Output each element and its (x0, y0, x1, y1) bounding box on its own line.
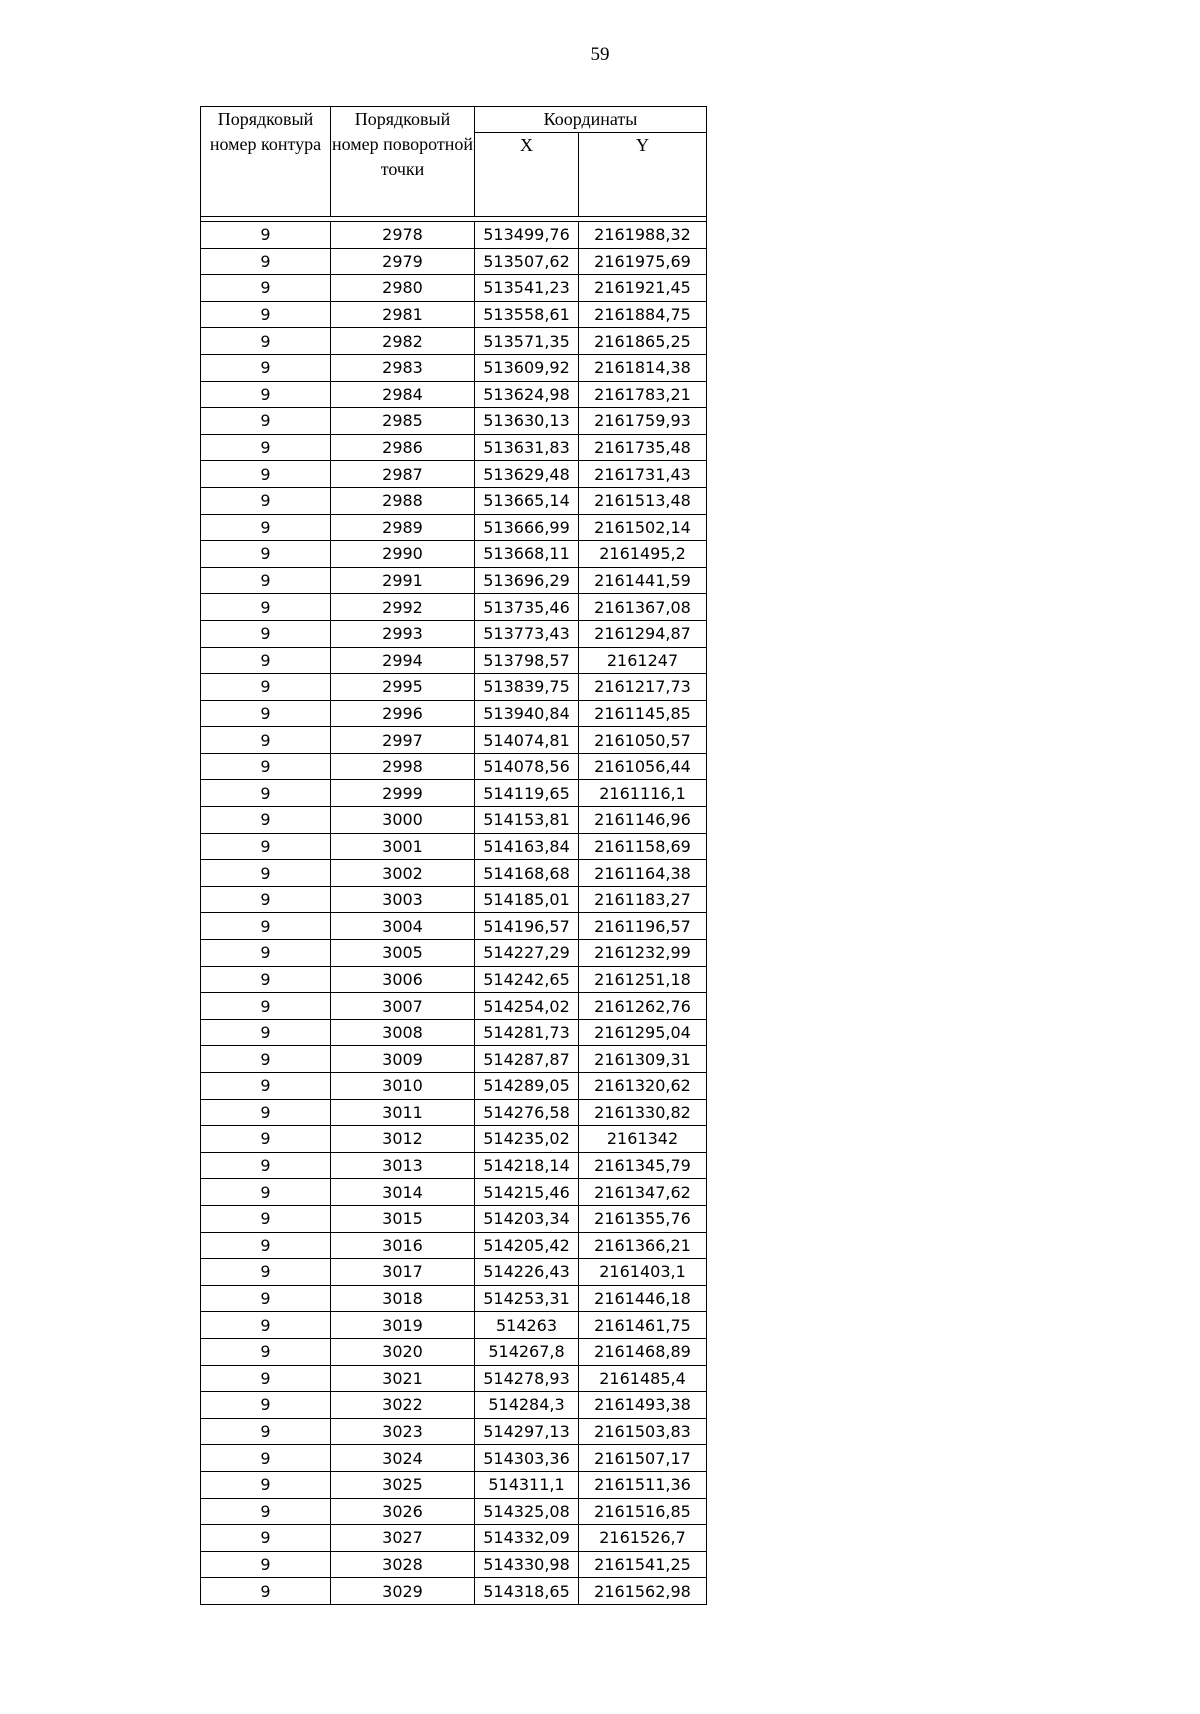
y-coordinate-cell: 2161468,89 (579, 1338, 707, 1365)
point-number-cell: 3018 (331, 1285, 475, 1312)
y-coordinate-cell: 2161366,21 (579, 1232, 707, 1259)
table-row (201, 1285, 707, 1312)
table-row (201, 940, 707, 967)
contour-number-cell: 9 (201, 222, 331, 249)
table-row (201, 620, 707, 647)
contour-number-cell: 9 (201, 1179, 331, 1206)
contour-number-cell: 9 (201, 780, 331, 807)
contour-number-cell: 9 (201, 461, 331, 488)
y-coordinate-cell: 2161507,17 (579, 1445, 707, 1472)
contour-number-cell: 9 (201, 860, 331, 887)
x-coordinate-cell: 513541,23 (475, 275, 579, 302)
x-coordinate-cell: 513629,48 (475, 461, 579, 488)
point-number-cell: 3013 (331, 1152, 475, 1179)
y-coordinate-cell: 2161975,69 (579, 248, 707, 275)
point-number-cell: 3006 (331, 966, 475, 993)
table-row (201, 1046, 707, 1073)
contour-number-cell: 9 (201, 1498, 331, 1525)
x-coordinate-cell: 514311,1 (475, 1471, 579, 1498)
table-row (201, 886, 707, 913)
x-coordinate-cell: 514287,87 (475, 1046, 579, 1073)
point-number-cell: 2997 (331, 727, 475, 754)
point-number-cell: 3001 (331, 833, 475, 860)
x-coordinate-cell: 514267,8 (475, 1338, 579, 1365)
table-row (201, 647, 707, 674)
table-row (201, 1365, 707, 1392)
y-coordinate-cell: 2161541,25 (579, 1551, 707, 1578)
point-number-cell: 2994 (331, 647, 475, 674)
point-number-cell: 2984 (331, 381, 475, 408)
contour-number-cell: 9 (201, 753, 331, 780)
contour-number-cell: 9 (201, 1152, 331, 1179)
x-coordinate-cell: 513558,61 (475, 301, 579, 328)
point-number-cell: 3011 (331, 1099, 475, 1126)
x-coordinate-cell: 513940,84 (475, 700, 579, 727)
point-number-cell: 2980 (331, 275, 475, 302)
point-number-cell: 3014 (331, 1179, 475, 1206)
x-coordinate-cell: 514263 (475, 1312, 579, 1339)
contour-number-cell: 9 (201, 1232, 331, 1259)
contour-number-cell: 9 (201, 275, 331, 302)
contour-number-cell: 9 (201, 1551, 331, 1578)
point-number-cell: 2979 (331, 248, 475, 275)
contour-number-cell: 9 (201, 381, 331, 408)
contour-number-cell: 9 (201, 1046, 331, 1073)
point-number-cell: 3010 (331, 1073, 475, 1100)
x-coordinate-cell: 514276,58 (475, 1099, 579, 1126)
point-number-cell: 3012 (331, 1126, 475, 1153)
table-row (201, 328, 707, 355)
y-coordinate-cell: 2161342 (579, 1126, 707, 1153)
point-number-cell: 2981 (331, 301, 475, 328)
y-coordinate-cell: 2161814,38 (579, 354, 707, 381)
table-row (201, 222, 707, 249)
table-row (201, 753, 707, 780)
y-coordinate-cell: 2161441,59 (579, 567, 707, 594)
header-x: X (475, 133, 579, 217)
header-coordinates: Координаты (475, 107, 707, 133)
table-row (201, 461, 707, 488)
x-coordinate-cell: 514168,68 (475, 860, 579, 887)
contour-number-cell: 9 (201, 514, 331, 541)
table-row (201, 860, 707, 887)
contour-number-cell: 9 (201, 1365, 331, 1392)
y-coordinate-cell: 2161145,85 (579, 700, 707, 727)
x-coordinate-cell: 514074,81 (475, 727, 579, 754)
contour-number-cell: 9 (201, 1471, 331, 1498)
table-row (201, 727, 707, 754)
x-coordinate-cell: 513666,99 (475, 514, 579, 541)
contour-number-cell: 9 (201, 727, 331, 754)
table-body (201, 222, 707, 1605)
contour-number-cell: 9 (201, 1126, 331, 1153)
point-number-cell: 3017 (331, 1259, 475, 1286)
y-coordinate-cell: 2161513,48 (579, 487, 707, 514)
point-number-cell: 2992 (331, 594, 475, 621)
table-row (201, 514, 707, 541)
x-coordinate-cell: 514289,05 (475, 1073, 579, 1100)
x-coordinate-cell: 514119,65 (475, 780, 579, 807)
table-row (201, 913, 707, 940)
x-coordinate-cell: 513624,98 (475, 381, 579, 408)
header-y: Y (579, 133, 707, 217)
table-row (201, 1498, 707, 1525)
point-number-cell: 3025 (331, 1471, 475, 1498)
table-row (201, 248, 707, 275)
table-row (201, 487, 707, 514)
table-row (201, 1551, 707, 1578)
y-coordinate-cell: 2161232,99 (579, 940, 707, 967)
y-coordinate-cell: 2161921,45 (579, 275, 707, 302)
contour-number-cell: 9 (201, 940, 331, 967)
point-number-cell: 2999 (331, 780, 475, 807)
x-coordinate-cell: 514297,13 (475, 1418, 579, 1445)
point-number-cell: 3029 (331, 1578, 475, 1605)
contour-number-cell: 9 (201, 594, 331, 621)
x-coordinate-cell: 513839,75 (475, 674, 579, 701)
y-coordinate-cell: 2161251,18 (579, 966, 707, 993)
x-coordinate-cell: 514254,02 (475, 993, 579, 1020)
point-number-cell: 2989 (331, 514, 475, 541)
contour-number-cell: 9 (201, 1205, 331, 1232)
contour-number-cell: 9 (201, 1525, 331, 1552)
x-coordinate-cell: 514227,29 (475, 940, 579, 967)
contour-number-cell: 9 (201, 807, 331, 834)
contour-number-cell: 9 (201, 886, 331, 913)
contour-number-cell: 9 (201, 1418, 331, 1445)
contour-number-cell: 9 (201, 1285, 331, 1312)
y-coordinate-cell: 2161731,43 (579, 461, 707, 488)
point-number-cell: 3008 (331, 1019, 475, 1046)
x-coordinate-cell: 514163,84 (475, 833, 579, 860)
x-coordinate-cell: 514332,09 (475, 1525, 579, 1552)
y-coordinate-cell: 2161320,62 (579, 1073, 707, 1100)
x-coordinate-cell: 513735,46 (475, 594, 579, 621)
table-row (201, 1578, 707, 1605)
coordinates-table-container (200, 106, 707, 1605)
y-coordinate-cell: 2161516,85 (579, 1498, 707, 1525)
contour-number-cell: 9 (201, 354, 331, 381)
contour-number-cell: 9 (201, 620, 331, 647)
point-number-cell: 2982 (331, 328, 475, 355)
table-row (201, 1232, 707, 1259)
point-number-cell: 3016 (331, 1232, 475, 1259)
table-row (201, 434, 707, 461)
contour-number-cell: 9 (201, 1019, 331, 1046)
x-coordinate-cell: 514325,08 (475, 1498, 579, 1525)
contour-number-cell: 9 (201, 700, 331, 727)
point-number-cell: 2983 (331, 354, 475, 381)
y-coordinate-cell: 2161056,44 (579, 753, 707, 780)
contour-number-cell: 9 (201, 434, 331, 461)
x-coordinate-cell: 514215,46 (475, 1179, 579, 1206)
x-coordinate-cell: 514242,65 (475, 966, 579, 993)
point-number-cell: 2995 (331, 674, 475, 701)
point-number-cell: 3003 (331, 886, 475, 913)
x-coordinate-cell: 513696,29 (475, 567, 579, 594)
y-coordinate-cell: 2161495,2 (579, 541, 707, 568)
y-coordinate-cell: 2161116,1 (579, 780, 707, 807)
point-number-cell: 2985 (331, 408, 475, 435)
point-number-cell: 2978 (331, 222, 475, 249)
x-coordinate-cell: 514278,93 (475, 1365, 579, 1392)
table-row (201, 381, 707, 408)
x-coordinate-cell: 513631,83 (475, 434, 579, 461)
x-coordinate-cell: 514205,42 (475, 1232, 579, 1259)
point-number-cell: 2988 (331, 487, 475, 514)
point-number-cell: 2986 (331, 434, 475, 461)
y-coordinate-cell: 2161759,93 (579, 408, 707, 435)
point-number-cell: 3015 (331, 1205, 475, 1232)
point-number-cell: 3024 (331, 1445, 475, 1472)
y-coordinate-cell: 2161783,21 (579, 381, 707, 408)
table-row (201, 1179, 707, 1206)
x-coordinate-cell: 513665,14 (475, 487, 579, 514)
table-row (201, 1312, 707, 1339)
header-contour-number: Порядковый номер контура (201, 107, 331, 217)
contour-number-cell: 9 (201, 966, 331, 993)
x-coordinate-cell: 514153,81 (475, 807, 579, 834)
y-coordinate-cell: 2161446,18 (579, 1285, 707, 1312)
table-row (201, 674, 707, 701)
table-row (201, 1019, 707, 1046)
y-coordinate-cell: 2161865,25 (579, 328, 707, 355)
y-coordinate-cell: 2161217,73 (579, 674, 707, 701)
point-number-cell: 3027 (331, 1525, 475, 1552)
y-coordinate-cell: 2161502,14 (579, 514, 707, 541)
point-number-cell: 3023 (331, 1418, 475, 1445)
x-coordinate-cell: 514318,65 (475, 1578, 579, 1605)
x-coordinate-cell: 513507,62 (475, 248, 579, 275)
contour-number-cell: 9 (201, 1312, 331, 1339)
y-coordinate-cell: 2161485,4 (579, 1365, 707, 1392)
table-row (201, 807, 707, 834)
point-number-cell: 3007 (331, 993, 475, 1020)
point-number-cell: 2991 (331, 567, 475, 594)
point-number-cell: 3004 (331, 913, 475, 940)
table-row (201, 408, 707, 435)
x-coordinate-cell: 513798,57 (475, 647, 579, 674)
x-coordinate-cell: 513609,92 (475, 354, 579, 381)
x-coordinate-cell: 513773,43 (475, 620, 579, 647)
contour-number-cell: 9 (201, 833, 331, 860)
x-coordinate-cell: 513571,35 (475, 328, 579, 355)
table-row (201, 301, 707, 328)
y-coordinate-cell: 2161196,57 (579, 913, 707, 940)
point-number-cell: 3002 (331, 860, 475, 887)
table-row (201, 700, 707, 727)
contour-number-cell: 9 (201, 408, 331, 435)
point-number-cell: 2998 (331, 753, 475, 780)
y-coordinate-cell: 2161367,08 (579, 594, 707, 621)
point-number-cell: 2987 (331, 461, 475, 488)
point-number-cell: 3019 (331, 1312, 475, 1339)
y-coordinate-cell: 2161562,98 (579, 1578, 707, 1605)
table-row (201, 354, 707, 381)
contour-number-cell: 9 (201, 1578, 331, 1605)
contour-number-cell: 9 (201, 993, 331, 1020)
x-coordinate-cell: 514226,43 (475, 1259, 579, 1286)
table-row (201, 993, 707, 1020)
x-coordinate-cell: 514078,56 (475, 753, 579, 780)
coordinates-table (200, 106, 707, 1605)
x-coordinate-cell: 513499,76 (475, 222, 579, 249)
y-coordinate-cell: 2161345,79 (579, 1152, 707, 1179)
x-coordinate-cell: 514253,31 (475, 1285, 579, 1312)
table-row (201, 1205, 707, 1232)
point-number-cell: 2996 (331, 700, 475, 727)
x-coordinate-cell: 514235,02 (475, 1126, 579, 1153)
x-coordinate-cell: 514303,36 (475, 1445, 579, 1472)
y-coordinate-cell: 2161050,57 (579, 727, 707, 754)
y-coordinate-cell: 2161247 (579, 647, 707, 674)
point-number-cell: 3026 (331, 1498, 475, 1525)
table-row (201, 1073, 707, 1100)
contour-number-cell: 9 (201, 1073, 331, 1100)
contour-number-cell: 9 (201, 487, 331, 514)
y-coordinate-cell: 2161158,69 (579, 833, 707, 860)
x-coordinate-cell: 514196,57 (475, 913, 579, 940)
table-row (201, 1259, 707, 1286)
contour-number-cell: 9 (201, 1445, 331, 1472)
y-coordinate-cell: 2161164,38 (579, 860, 707, 887)
y-coordinate-cell: 2161309,31 (579, 1046, 707, 1073)
y-coordinate-cell: 2161503,83 (579, 1418, 707, 1445)
contour-number-cell: 9 (201, 647, 331, 674)
point-number-cell: 3022 (331, 1392, 475, 1419)
table-row (201, 833, 707, 860)
table-row (201, 1471, 707, 1498)
table-row (201, 1418, 707, 1445)
contour-number-cell: 9 (201, 1338, 331, 1365)
point-number-cell: 3009 (331, 1046, 475, 1073)
y-coordinate-cell: 2161295,04 (579, 1019, 707, 1046)
x-coordinate-cell: 514281,73 (475, 1019, 579, 1046)
x-coordinate-cell: 514185,01 (475, 886, 579, 913)
contour-number-cell: 9 (201, 913, 331, 940)
contour-number-cell: 9 (201, 248, 331, 275)
table-row (201, 780, 707, 807)
point-number-cell: 2990 (331, 541, 475, 568)
table-row (201, 966, 707, 993)
contour-number-cell: 9 (201, 541, 331, 568)
table-row (201, 275, 707, 302)
y-coordinate-cell: 2161988,32 (579, 222, 707, 249)
x-coordinate-cell: 513668,11 (475, 541, 579, 568)
contour-number-cell: 9 (201, 674, 331, 701)
x-coordinate-cell: 513630,13 (475, 408, 579, 435)
contour-number-cell: 9 (201, 567, 331, 594)
y-coordinate-cell: 2161526,7 (579, 1525, 707, 1552)
y-coordinate-cell: 2161347,62 (579, 1179, 707, 1206)
contour-number-cell: 9 (201, 1259, 331, 1286)
y-coordinate-cell: 2161294,87 (579, 620, 707, 647)
y-coordinate-cell: 2161262,76 (579, 993, 707, 1020)
x-coordinate-cell: 514330,98 (475, 1551, 579, 1578)
y-coordinate-cell: 2161884,75 (579, 301, 707, 328)
point-number-cell: 3020 (331, 1338, 475, 1365)
contour-number-cell: 9 (201, 1099, 331, 1126)
contour-number-cell: 9 (201, 301, 331, 328)
point-number-cell: 3005 (331, 940, 475, 967)
table-row (201, 541, 707, 568)
table-row (201, 1525, 707, 1552)
y-coordinate-cell: 2161146,96 (579, 807, 707, 834)
table-row (201, 1392, 707, 1419)
table-row (201, 1099, 707, 1126)
table-row (201, 1445, 707, 1472)
table-row (201, 1338, 707, 1365)
point-number-cell: 3021 (331, 1365, 475, 1392)
contour-number-cell: 9 (201, 328, 331, 355)
y-coordinate-cell: 2161735,48 (579, 434, 707, 461)
table-row (201, 1126, 707, 1153)
y-coordinate-cell: 2161493,38 (579, 1392, 707, 1419)
contour-number-cell: 9 (201, 1392, 331, 1419)
y-coordinate-cell: 2161461,75 (579, 1312, 707, 1339)
point-number-cell: 3028 (331, 1551, 475, 1578)
point-number-cell: 3000 (331, 807, 475, 834)
table-row (201, 1152, 707, 1179)
y-coordinate-cell: 2161403,1 (579, 1259, 707, 1286)
y-coordinate-cell: 2161511,36 (579, 1471, 707, 1498)
page-number: 59 (590, 44, 610, 65)
header-point-number: Порядковый номер поворотной точки (331, 107, 475, 217)
x-coordinate-cell: 514203,34 (475, 1205, 579, 1232)
table-row (201, 594, 707, 621)
table-row (201, 567, 707, 594)
y-coordinate-cell: 2161330,82 (579, 1099, 707, 1126)
x-coordinate-cell: 514218,14 (475, 1152, 579, 1179)
x-coordinate-cell: 514284,3 (475, 1392, 579, 1419)
point-number-cell: 2993 (331, 620, 475, 647)
y-coordinate-cell: 2161355,76 (579, 1205, 707, 1232)
y-coordinate-cell: 2161183,27 (579, 886, 707, 913)
